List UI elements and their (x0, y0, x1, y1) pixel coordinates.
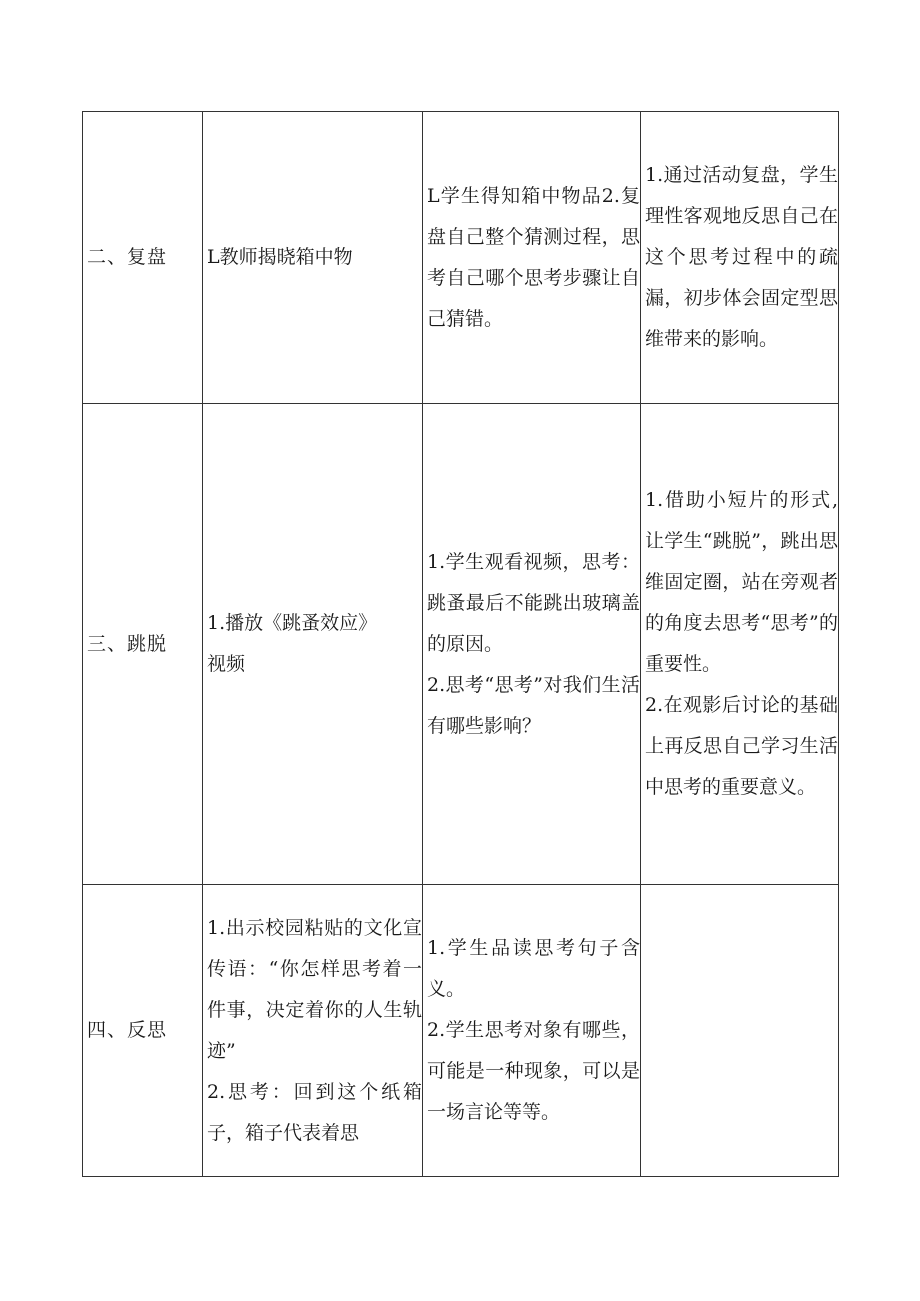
student-activity-line: 2.学生思考对象有哪些，可能是一种现象，可以是一场言论等等。 (427, 1019, 640, 1123)
student-activity-line: 1.学生品读思考句子含义。 (427, 937, 640, 1000)
table-row (83, 885, 839, 1177)
design-intent-line: 1.借助小短片的形式,让学生“跳脱”，跳出思维固定圈，站在旁观者的角度去思考“思考”的重要性。 (645, 489, 838, 675)
student-activity-cell (423, 885, 641, 1177)
student-activity-line: 2.思考“思考”对我们生活有哪些影响？ (427, 673, 640, 737)
stage-cell: 二、复盘 (83, 112, 203, 404)
table-row (83, 404, 839, 885)
design-intent-line: 2.在观影后讨论的基础上再反思自己学习生活中思考的重要意义。 (645, 694, 838, 798)
design-intent-cell (641, 404, 839, 885)
table-row (83, 112, 839, 404)
student-activity-cell (423, 112, 641, 404)
student-activity-cell (423, 404, 641, 885)
teacher-activity-line: 1.出示校园粘贴的文化宣传语：“你怎样思考着一件事，决定着你的人生轨迹” (207, 916, 422, 1062)
design-intent-cell (641, 112, 839, 404)
student-activity-line: L学生得知箱中物品2.复盘自己整个猜测过程，思考自己哪个思考步骤让自己猜错。 (427, 184, 640, 330)
teacher-activity-cell (203, 404, 423, 885)
stage-cell: 三、跳脱 (83, 404, 203, 885)
stage-cell: 四、反思 (83, 885, 203, 1177)
lesson-plan-table (82, 111, 839, 1177)
teacher-activity-cell (203, 112, 423, 404)
teacher-activity-line: 2.思考：回到这个纸箱子，箱子代表着思 (207, 1080, 422, 1144)
design-intent-line: 1.通过活动复盘，学生理性客观地反思自己在这个思考过程中的疏漏，初步体会固定型思维带来的影响。 (645, 164, 838, 350)
teacher-activity-cell (203, 885, 423, 1177)
teacher-activity-line: 1.播放《跳蚤效应》 (207, 612, 378, 634)
teacher-activity-line: 视频 (207, 653, 246, 675)
design-intent-cell-empty (641, 885, 839, 1177)
student-activity-line: 1.学生观看视频，思考：跳蚤最后不能跳出玻璃盖的原因。 (427, 550, 640, 655)
teacher-activity-line: L教师揭晓箱中物 (207, 246, 353, 268)
